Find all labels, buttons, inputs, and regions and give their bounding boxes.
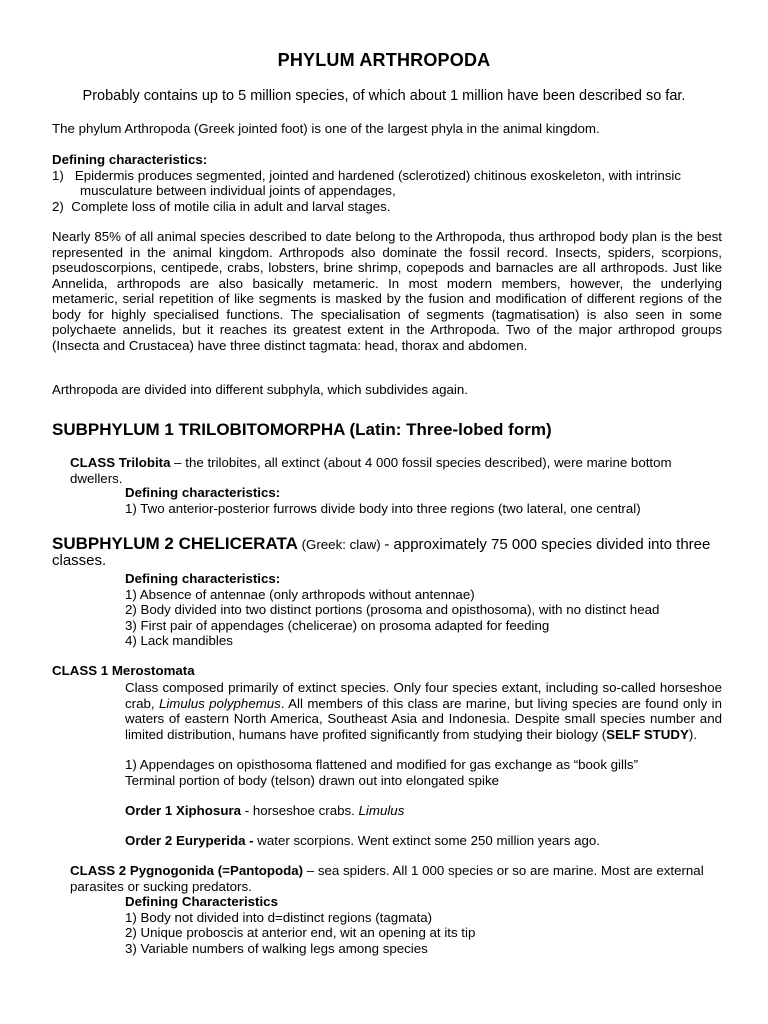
self-study-label: SELF STUDY: [606, 726, 689, 742]
chelicerata-def-item: 1) Absence of antennae (only arthropods without antennae): [125, 586, 475, 602]
defining-item: 1) Epidermis produces segmented, jointed and hardened (sclerotized) chitinous exoskeleton, with intrinsic musculature between individual joints of appendages,: [52, 167, 681, 198]
class-pygnogonida: [52, 863, 722, 894]
order-2-label: Order 2 Euryperida -: [125, 833, 258, 848]
arthropod-overview-paragraph: Nearly 85% of all animal species described to date belong to the Arthropoda, thus arthropod body plan is the best represented in the animal kingdom. Arthropods also dominate the fossil record. Insects, spiders, scorpions, pseudoscorpions, centipede, crabs, lobsters, brine shrimp, copepods and barnacles are all arthropods. Just like Annelida, arthropods are also basically metameric. In most modern members, however, the underlying metameric, serial repetition of like segments is masked by the fusion and modification of different regions of the body for highly specialised functions. The specialisation of segments (tagmatisation) is also seen in some polychaete annelids, but it reaches its greatest extent in the Arthropoda. Two of the major arthropod groups (Insecta and Crustacea) have three distinct tagmata: head, thorax and abdomen.: [52, 229, 722, 353]
merostomata-item: 1) Appendages on opisthosoma flattened and modified for gas exchange as “book gills”: [125, 757, 639, 772]
class-pygnogonida-text: – sea spiders. All 1 000 species or so are marine. Most are external parasites or sucking predators.: [70, 863, 704, 894]
page-subtitle: Probably contains up to 5 million species, of which about 1 million have been described so far.: [82, 88, 686, 104]
intro-paragraph: The phylum Arthropoda (Greek jointed foot) is one of the largest phyla in the animal kingdom.: [52, 121, 600, 136]
class-trilobita: [52, 455, 722, 486]
merostomata-item: Terminal portion of body (telson) drawn out into elongated spike: [125, 772, 500, 788]
class-trilobita-text: – the trilobites, all extinct (about 4 000 fossil species described), were marine bottom dwellers.: [70, 455, 672, 486]
merostomata-description: Class composed primarily of extinct species. Only four species extant, including so-called horseshoe crab, Limulus polyphemus. All members of this class are marine, but living species are found only in waters of eastern North America, Southeast Asia and Indonesia. Despite small species number and limited distribution, humans have profited significantly from studying their biology (SELF STUDY).: [125, 680, 722, 742]
order-1-label: Order 1 Xiphosura: [125, 803, 242, 818]
class-pygnogonida-label: CLASS 2 Pygnogonida (=Pantopoda): [70, 863, 304, 878]
merostomata-characteristics: [125, 757, 725, 788]
order-xiphosura: Order 1 Xiphosura - horseshoe crabs. Limulus: [125, 803, 405, 818]
class-merostomata-heading: CLASS 1 Merostomata: [52, 663, 195, 678]
subphylum-2-heading: SUBPHYLUM 2 CHELICERATA: [52, 534, 298, 553]
page-title: PHYLUM ARTHROPODA: [277, 50, 491, 70]
pygnogonida-def-heading: Defining Characteristics: [125, 894, 278, 909]
defining-heading: Defining characteristics:: [52, 152, 208, 167]
species-name: Limulus polyphemus: [158, 695, 281, 711]
trilobita-def-heading: Defining characteristics:: [125, 485, 281, 500]
subphylum-1-heading: SUBPHYLUM 1 TRILOBITOMORPHA (Latin: Three-lobed form): [52, 420, 552, 439]
subphyla-intro-paragraph: Arthropoda are divided into different subphyla, which subdivides again.: [52, 382, 468, 397]
class-trilobita-label: CLASS Trilobita: [70, 455, 171, 470]
subphylum-2-note: (Greek: claw): [297, 537, 385, 552]
subphylum-2-rest: - approximately 75 000 species divided into three classes.: [52, 536, 711, 569]
pygnogonida-def-item: 2) Unique proboscis at anterior end, wit an opening at its tip: [125, 925, 476, 940]
trilobita-def-item: 1) Two anterior-posterior furrows divide body into three regions (two lateral, one central): [125, 500, 641, 516]
chelicerata-def-heading: Defining characteristics:: [125, 571, 281, 586]
defining-item: 2) Complete loss of motile cilia in adult and larval stages.: [52, 198, 391, 214]
defining-characteristics: [52, 152, 722, 214]
pygnogonida-def-item: 1) Body not divided into d=distinct regions (tagmata): [125, 909, 433, 925]
genus-name: Limulus: [358, 803, 405, 818]
order-euryperida: Order 2 Euryperida - water scorpions. Went extinct some 250 million years ago.: [125, 833, 600, 848]
chelicerata-def-item: 2) Body divided into two distinct portions (prosoma and opisthosoma), with no distinct head: [125, 602, 660, 617]
trilobita-characteristics: [125, 485, 725, 516]
pygnogonida-characteristics: [125, 894, 725, 956]
chelicerata-characteristics: [125, 571, 725, 649]
subphylum-2-heading-block: [52, 536, 722, 568]
chelicerata-def-item: 4) Lack mandibles: [125, 633, 233, 648]
pygnogonida-def-item: 3) Variable numbers of walking legs among species: [125, 940, 428, 956]
chelicerata-def-item: 3) First pair of appendages (chelicerae) on prosoma adapted for feeding: [125, 617, 550, 633]
